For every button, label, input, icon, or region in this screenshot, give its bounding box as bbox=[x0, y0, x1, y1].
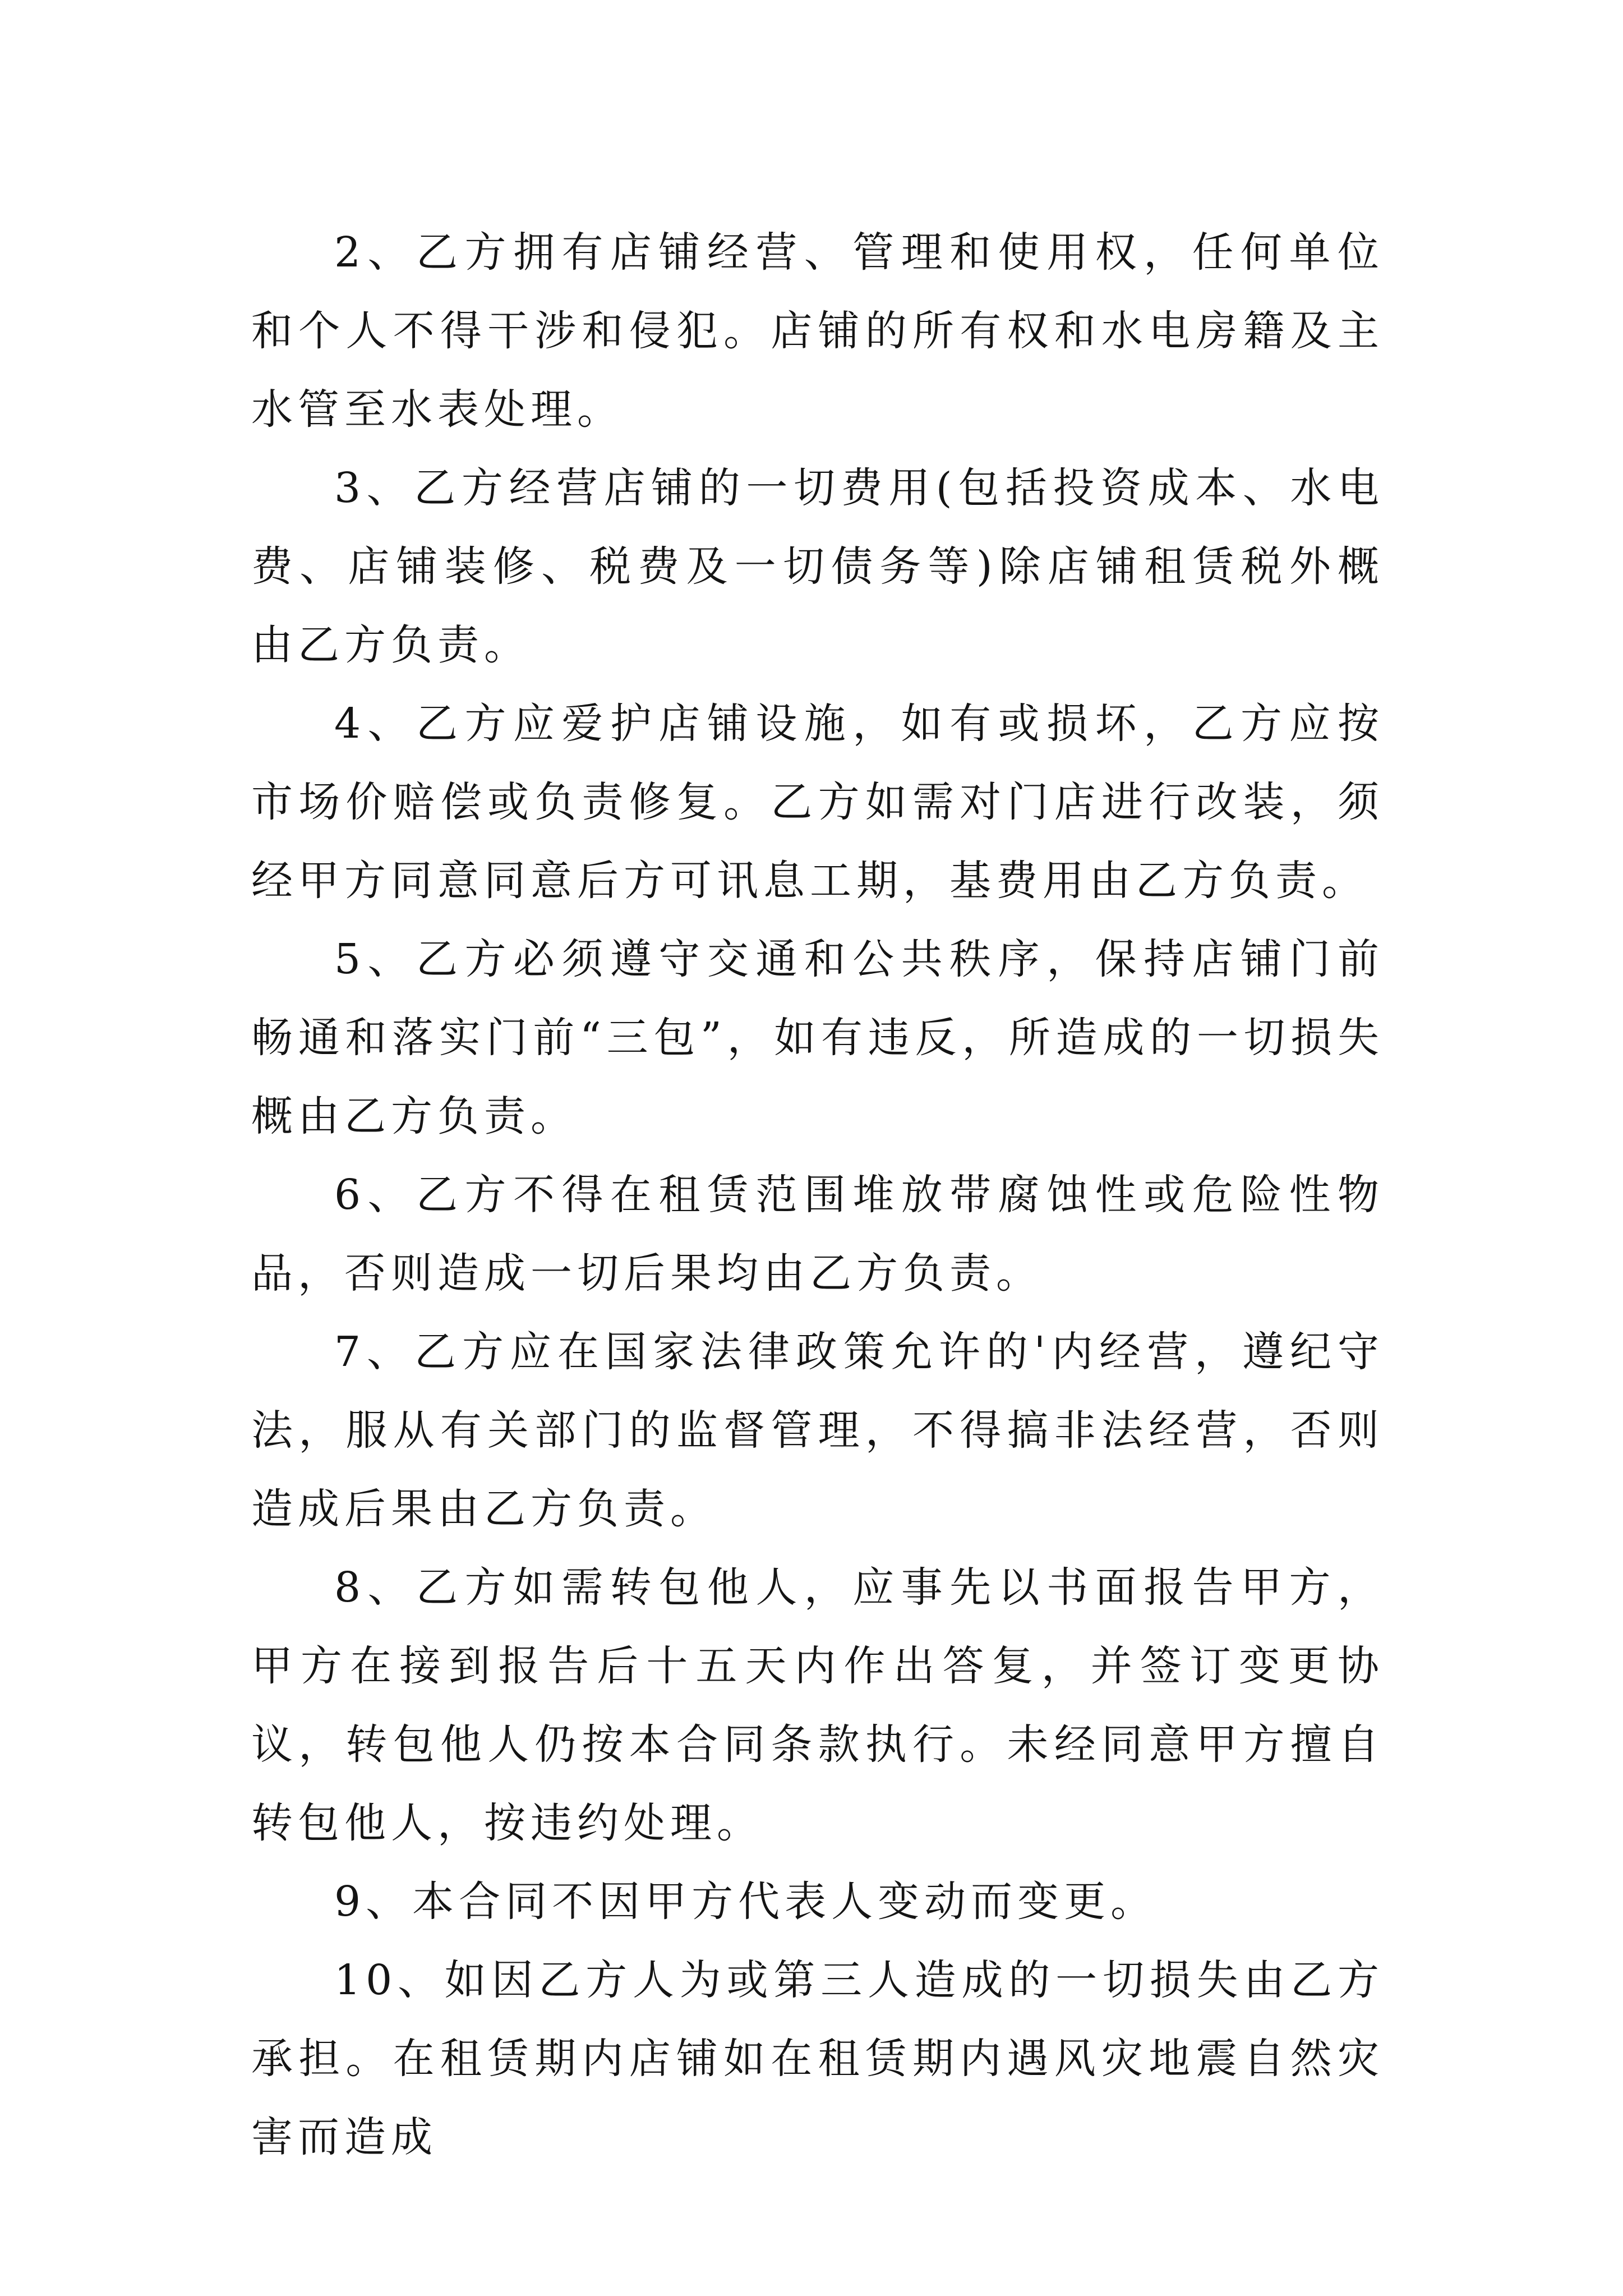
clause-5: 5、乙方必须遵守交通和公共秩序，保持店铺门前畅通和落实门前“三包”，如有违反，所造成的一切损失概由乙方负责。 bbox=[251, 935, 1384, 1140]
contract-body bbox=[251, 213, 1384, 2177]
clause-2: 2、乙方拥有店铺经营、管理和使用权，任何单位和个人不得干涉和侵犯。店铺的所有权和水电房籍及主水管至水表处理。 bbox=[251, 228, 1384, 434]
clause-10: 10、如因乙方人为或第三人造成的一切损失由乙方承担。在租赁期内店铺如在租赁期内遇风灾地震自然灾害而造成 bbox=[251, 1956, 1384, 2161]
clause-7: 7、乙方应在国家法律政策允许的'内经营，遵纪守法，服从有关部门的监督管理，不得搞非法经营，否则造成后果由乙方负责。 bbox=[251, 1328, 1384, 1533]
clause-9: 9、本合同不因甲方代表人变动而变更。 bbox=[334, 1878, 1158, 1926]
clause-8: 8、乙方如需转包他人，应事先以书面报告甲方，甲方在接到报告后十五天内作出答复，并签订变更协议，转包他人仍按本合同条款执行。未经同意甲方擅自转包他人，按违约处理。 bbox=[251, 1563, 1384, 1847]
clause-3: 3、乙方经营店铺的一切费用(包括投资成本、水电费、店铺装修、税费及一切债务等)除店铺租赁税外概由乙方负责。 bbox=[251, 464, 1384, 669]
clause-6: 6、乙方不得在租赁范围堆放带腐蚀性或危险性物品，否则造成一切后果均由乙方负责。 bbox=[251, 1171, 1384, 1297]
clause-4: 4、乙方应爱护店铺设施，如有或损坏，乙方应按市场价赔偿或负责修复。乙方如需对门店进行改装，须经甲方同意同意后方可讯息工期，基费用由乙方负责。 bbox=[251, 700, 1384, 905]
